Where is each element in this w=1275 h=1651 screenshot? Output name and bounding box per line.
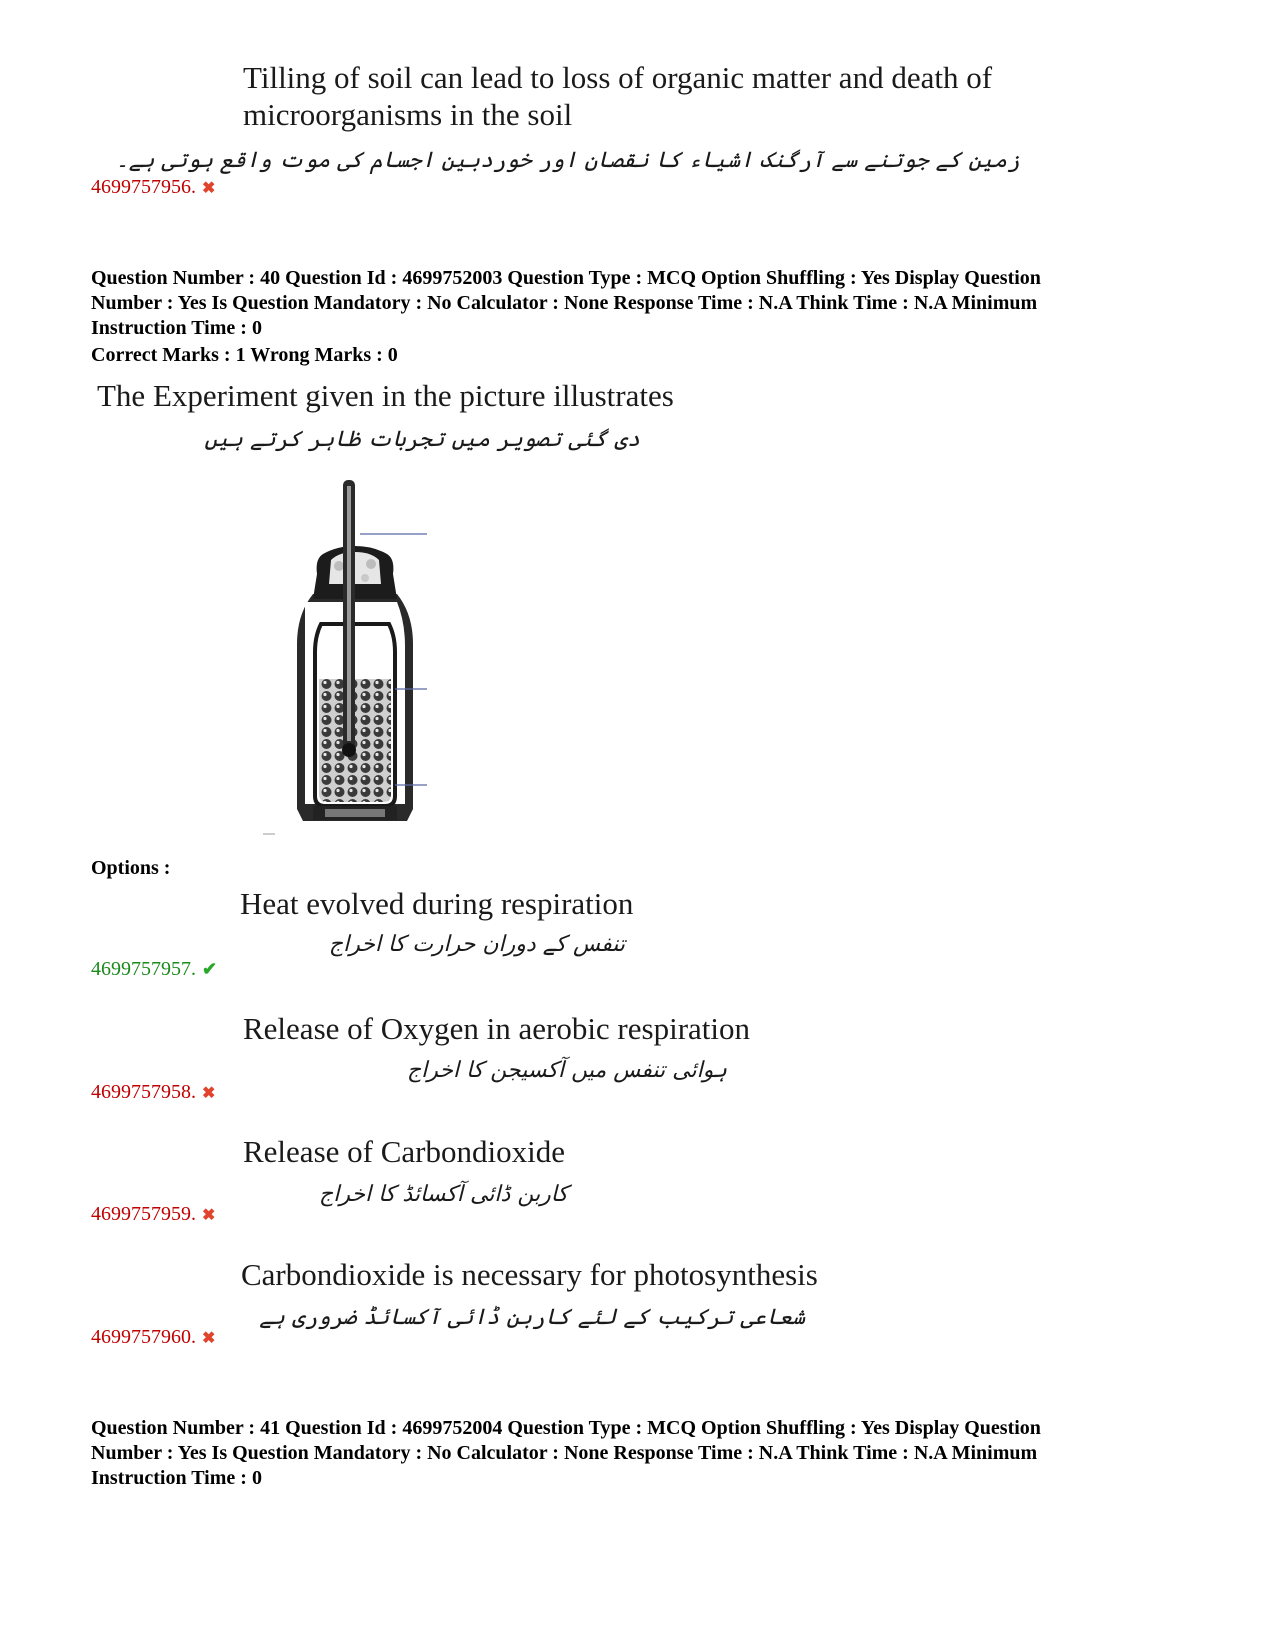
prev-option-text-line1: Tilling of soil can lead to loss of organic matter and death of: [243, 60, 993, 95]
meta-line: Question Number : 40 Question Id : 4699752003 Question Type : MCQ Option Shuffling : Yes Display Question: [91, 267, 1041, 289]
question-40-text: The Experiment given in the picture illustrates: [97, 378, 674, 413]
meta-line: Instruction Time : 0: [91, 1467, 262, 1489]
option-1-id: [91, 958, 217, 981]
prev-option-text-line2: microorganisms in the soil: [243, 97, 573, 132]
wrong-mark-icon: ✖: [202, 1085, 216, 1102]
option-4-urdu: شعاعی ترکیب کے لئے کاربن ڈائی آکسائڈ ضروری ہے: [259, 1305, 805, 1330]
meta-line: Question Number : 41 Question Id : 4699752004 Question Type : MCQ Option Shuffling : Yes Display Question: [91, 1417, 1041, 1439]
wrong-mark-icon: ✖: [202, 1330, 216, 1347]
correct-mark-icon: ✔: [202, 959, 218, 979]
option-2-urdu: ہوائی تنفس میں آکسیجن کا اخراج: [406, 1058, 727, 1083]
wrong-mark-icon: ✖: [202, 180, 216, 197]
prev-option-id: [91, 176, 215, 199]
prev-option-urdu: زمین کے جوتنے سے آرگنک اشیاء کا نقصان اور خوردبین اجسام کی موت واقع ہوتی ہے۔: [115, 148, 1020, 173]
option-id-text: 4699757958.: [91, 1081, 196, 1103]
question-40-marks: Correct Marks : 1 Wrong Marks : 0: [91, 344, 398, 366]
option-1-text: Heat evolved during respiration: [240, 886, 634, 921]
option-4-text: Carbondioxide is necessary for photosynthesis: [241, 1257, 818, 1292]
option-3-id: [91, 1203, 215, 1226]
option-1-urdu: تنفس کے دوران حرارت کا اخراج: [328, 932, 625, 957]
meta-line: Instruction Time : 0: [91, 317, 262, 339]
meta-line: Number : Yes Is Question Mandatory : No Calculator : None Response Time : N.A Think Time : N.A Minimum: [91, 1442, 1038, 1464]
meta-line: Number : Yes Is Question Mandatory : No Calculator : None Response Time : N.A Think Time : N.A Minimum: [91, 292, 1038, 314]
wrong-mark-icon: ✖: [202, 1207, 216, 1224]
option-4-id: [91, 1326, 215, 1349]
thermos-flask-diagram: [255, 474, 455, 844]
question-41-meta: [91, 1416, 1191, 1491]
option-id-text: 4699757959.: [91, 1203, 196, 1225]
question-40-urdu: دی گئی تصویر میں تجربات ظاہر کرتے ہیں: [204, 427, 640, 452]
option-3-text: Release of Carbondioxide: [243, 1134, 565, 1169]
question-40-meta: [91, 266, 1191, 341]
options-label: Options :: [91, 857, 171, 879]
option-2-id: [91, 1081, 215, 1104]
option-3-urdu: کاربن ڈائی آکسائڈ کا اخراج: [319, 1182, 568, 1207]
option-2-text: Release of Oxygen in aerobic respiration: [243, 1011, 751, 1046]
option-id-text: 4699757957.: [91, 958, 196, 980]
option-id-text: 4699757956.: [91, 176, 196, 198]
option-id-text: 4699757960.: [91, 1326, 196, 1348]
